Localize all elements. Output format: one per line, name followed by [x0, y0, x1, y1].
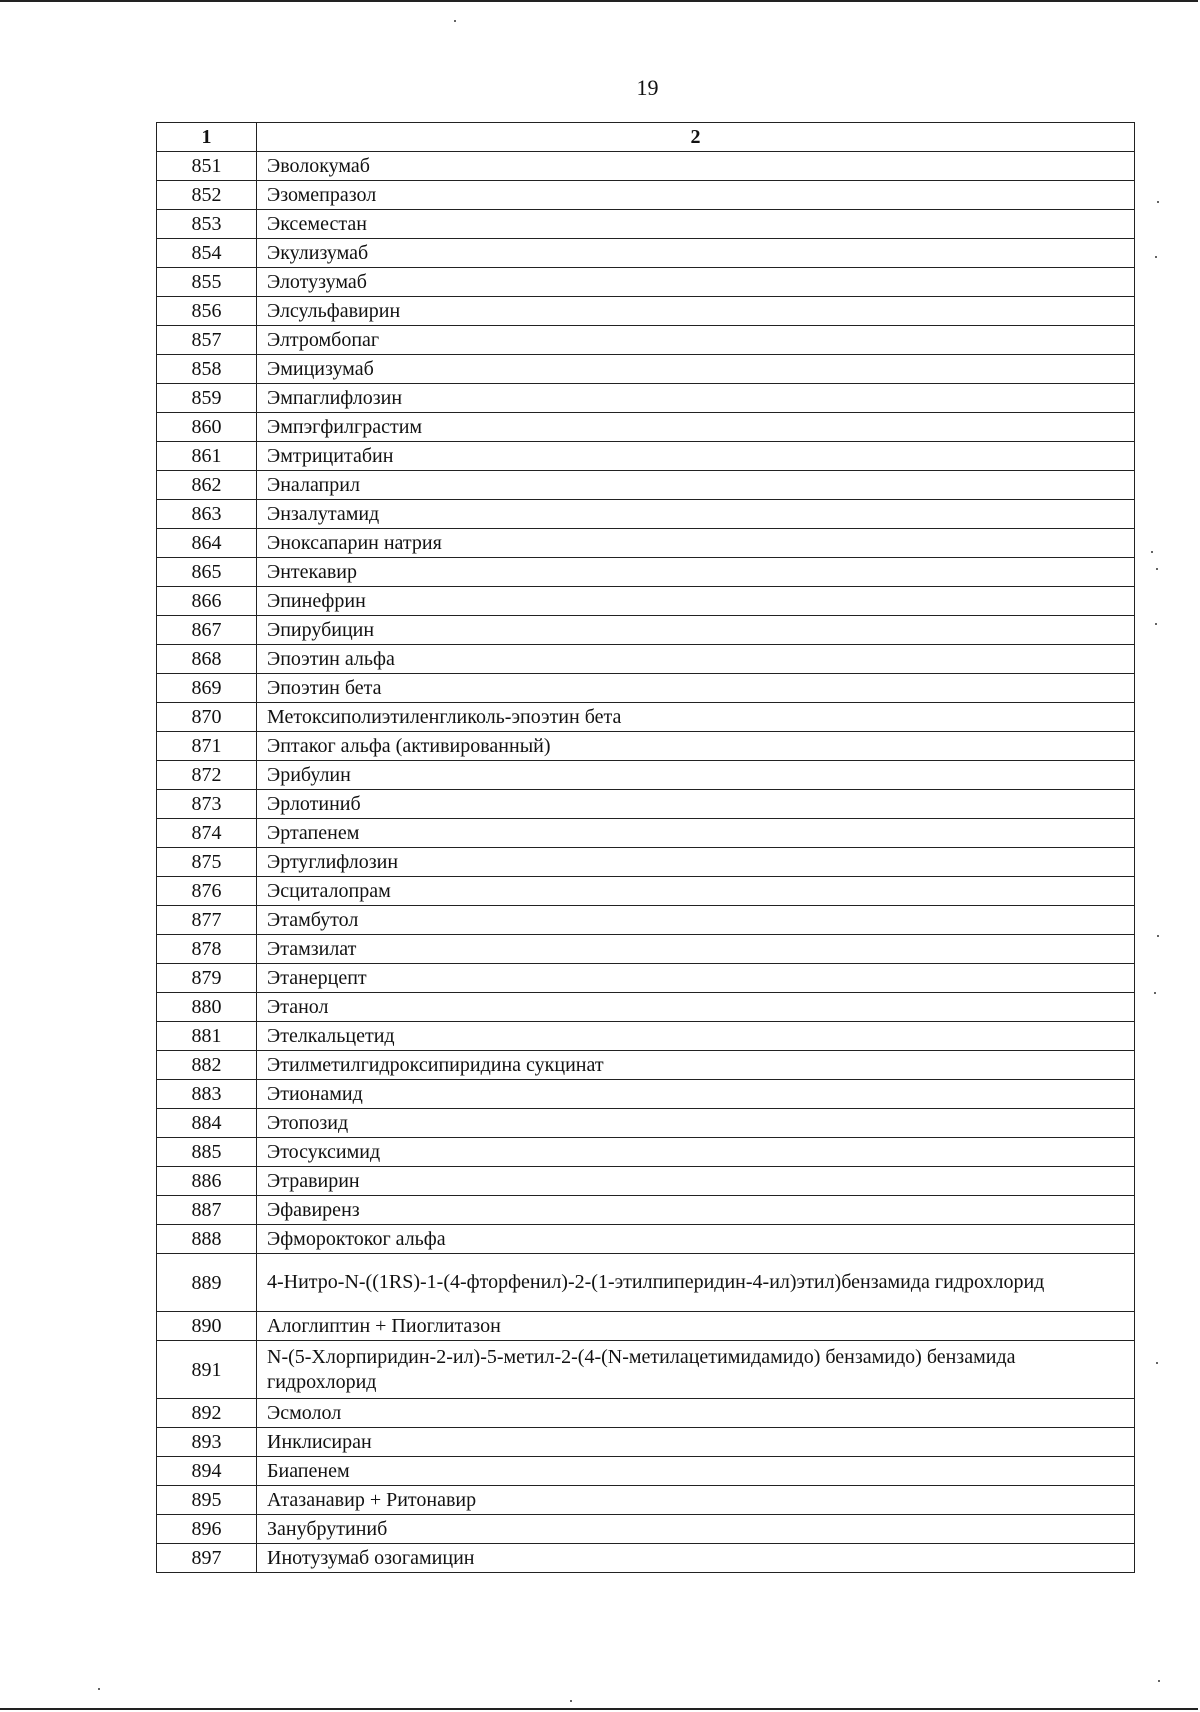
scan-speck	[1155, 623, 1157, 625]
table-row	[157, 152, 1135, 181]
row-number-cell: 856	[157, 297, 257, 326]
drug-list-table-wrapper	[156, 122, 1134, 1573]
table-row	[157, 1022, 1135, 1051]
row-number-cell: 897	[157, 1544, 257, 1573]
table-body	[157, 152, 1135, 1573]
table-row	[157, 993, 1135, 1022]
drug-name-cell: Эпинефрин	[257, 587, 1135, 616]
drug-name-cell: Алоглиптин + Пиоглитазон	[257, 1312, 1135, 1341]
drug-name-cell: Инклисиран	[257, 1428, 1135, 1457]
drug-name-cell: Инотузумаб озогамицин	[257, 1544, 1135, 1573]
row-number-cell: 853	[157, 210, 257, 239]
table-row	[157, 1051, 1135, 1080]
table-header-row	[157, 123, 1135, 152]
table-row	[157, 500, 1135, 529]
table-row	[157, 1341, 1135, 1399]
drug-name-cell: Этанол	[257, 993, 1135, 1022]
table-row	[157, 442, 1135, 471]
drug-name-cell: Эзомепразол	[257, 181, 1135, 210]
scan-speck	[1158, 1680, 1160, 1682]
drug-name-cell: Этопозид	[257, 1109, 1135, 1138]
drug-name-cell: Этравирин	[257, 1167, 1135, 1196]
row-number-cell: 859	[157, 384, 257, 413]
table-row	[157, 1457, 1135, 1486]
row-number-cell: 878	[157, 935, 257, 964]
table-row	[157, 471, 1135, 500]
drug-name-cell: Эрибулин	[257, 761, 1135, 790]
drug-name-cell: Эналаприл	[257, 471, 1135, 500]
drug-name-cell: Занубрутиниб	[257, 1515, 1135, 1544]
table-row	[157, 529, 1135, 558]
scan-speck	[1157, 201, 1159, 203]
row-number-cell: 877	[157, 906, 257, 935]
row-number-cell: 857	[157, 326, 257, 355]
drug-name-cell: Этосуксимид	[257, 1138, 1135, 1167]
drug-name-cell: Этамзилат	[257, 935, 1135, 964]
drug-name-cell: N-(5-Хлорпиридин-2-ил)-5-метил-2-(4-(N-метилацетимидамидо) бензамидо) бензамида гидрохлорид	[257, 1341, 1135, 1399]
drug-name-cell: Эмицизумаб	[257, 355, 1135, 384]
drug-name-cell: Элотузумаб	[257, 268, 1135, 297]
table-row	[157, 1109, 1135, 1138]
row-number-cell: 888	[157, 1225, 257, 1254]
table-row	[157, 268, 1135, 297]
drug-name-cell: Эмтрицитабин	[257, 442, 1135, 471]
page-number: 19	[636, 75, 659, 100]
table-row	[157, 935, 1135, 964]
table-row	[157, 1544, 1135, 1573]
drug-name-cell: Эртуглифлозин	[257, 848, 1135, 877]
row-number-cell: 872	[157, 761, 257, 790]
row-number-cell: 892	[157, 1399, 257, 1428]
row-number-cell: 873	[157, 790, 257, 819]
table-row	[157, 616, 1135, 645]
row-number-cell: 865	[157, 558, 257, 587]
table-row	[157, 413, 1135, 442]
row-number-cell: 862	[157, 471, 257, 500]
row-number-cell: 893	[157, 1428, 257, 1457]
row-number-cell: 895	[157, 1486, 257, 1515]
row-number-cell: 890	[157, 1312, 257, 1341]
scan-speck	[454, 20, 456, 22]
row-number-cell: 855	[157, 268, 257, 297]
table-row	[157, 1428, 1135, 1457]
drug-name-cell: Этамбутол	[257, 906, 1135, 935]
table-row	[157, 239, 1135, 268]
table-row	[157, 587, 1135, 616]
row-number-cell: 882	[157, 1051, 257, 1080]
drug-name-cell: Атазанавир + Ритонавир	[257, 1486, 1135, 1515]
table-row	[157, 355, 1135, 384]
scan-speck	[1154, 992, 1156, 994]
table-row	[157, 1254, 1135, 1312]
row-number-cell: 891	[157, 1341, 257, 1399]
row-number-cell: 887	[157, 1196, 257, 1225]
drug-name-cell: Эфмороктоког альфа	[257, 1225, 1135, 1254]
drug-name-cell: Метоксиполиэтиленгликоль-эпоэтин бета	[257, 703, 1135, 732]
row-number-cell: 863	[157, 500, 257, 529]
drug-name-cell: Элтромбопаг	[257, 326, 1135, 355]
drug-name-cell: Этелкальцетид	[257, 1022, 1135, 1051]
scan-speck	[1156, 568, 1158, 570]
drug-name-cell: Этионамид	[257, 1080, 1135, 1109]
column-header-name: 2	[257, 123, 1135, 152]
row-number-cell: 871	[157, 732, 257, 761]
row-number-cell: 858	[157, 355, 257, 384]
scan-speck	[1156, 1362, 1158, 1364]
table-row	[157, 703, 1135, 732]
row-number-cell: 896	[157, 1515, 257, 1544]
table-row	[157, 790, 1135, 819]
row-number-cell: 861	[157, 442, 257, 471]
row-number-cell: 870	[157, 703, 257, 732]
table-row	[157, 819, 1135, 848]
drug-name-cell: Эртапенем	[257, 819, 1135, 848]
row-number-cell: 854	[157, 239, 257, 268]
table-row	[157, 906, 1135, 935]
table-row	[157, 1312, 1135, 1341]
table-row	[157, 1486, 1135, 1515]
row-number-cell: 860	[157, 413, 257, 442]
drug-name-cell: Биапенем	[257, 1457, 1135, 1486]
scan-speck	[1151, 551, 1153, 553]
table-row	[157, 848, 1135, 877]
table-row	[157, 181, 1135, 210]
drug-name-cell: Элсульфавирин	[257, 297, 1135, 326]
table-row	[157, 674, 1135, 703]
table-row	[157, 558, 1135, 587]
row-number-cell: 883	[157, 1080, 257, 1109]
row-number-cell: 867	[157, 616, 257, 645]
drug-name-cell: Эноксапарин натрия	[257, 529, 1135, 558]
scan-speck	[1155, 256, 1157, 258]
table-row	[157, 645, 1135, 674]
drug-name-cell: Эпоэтин бета	[257, 674, 1135, 703]
row-number-cell: 876	[157, 877, 257, 906]
drug-name-cell: Эфавиренз	[257, 1196, 1135, 1225]
drug-name-cell: Энзалутамид	[257, 500, 1135, 529]
drug-name-cell: Энтекавир	[257, 558, 1135, 587]
drug-name-cell: Эмпэгфилграстим	[257, 413, 1135, 442]
row-number-cell: 851	[157, 152, 257, 181]
scan-speck	[1157, 935, 1159, 937]
column-header-number: 1	[157, 123, 257, 152]
drug-name-cell: Эсмолол	[257, 1399, 1135, 1428]
scan-speck	[570, 1700, 572, 1702]
row-number-cell: 868	[157, 645, 257, 674]
table-row	[157, 1167, 1135, 1196]
row-number-cell: 852	[157, 181, 257, 210]
drug-name-cell: Этанерцепт	[257, 964, 1135, 993]
drug-list-table	[156, 122, 1135, 1573]
table-row	[157, 1138, 1135, 1167]
table-row	[157, 877, 1135, 906]
table-row	[157, 1225, 1135, 1254]
row-number-cell: 885	[157, 1138, 257, 1167]
table-row	[157, 1080, 1135, 1109]
row-number-cell: 880	[157, 993, 257, 1022]
drug-name-cell: Эпирубицин	[257, 616, 1135, 645]
row-number-cell: 881	[157, 1022, 257, 1051]
row-number-cell: 886	[157, 1167, 257, 1196]
table-row	[157, 326, 1135, 355]
scan-speck	[98, 1688, 100, 1690]
drug-name-cell: Эволокумаб	[257, 152, 1135, 181]
drug-name-cell: Эпоэтин альфа	[257, 645, 1135, 674]
row-number-cell: 869	[157, 674, 257, 703]
table-row	[157, 732, 1135, 761]
table-row	[157, 210, 1135, 239]
drug-name-cell: 4-Нитро-N-((1RS)-1-(4-фторфенил)-2-(1-этилпиперидин-4-ил)этил)бензамида гидрохлорид	[257, 1254, 1135, 1312]
row-number-cell: 866	[157, 587, 257, 616]
row-number-cell: 874	[157, 819, 257, 848]
table-row	[157, 297, 1135, 326]
table-row	[157, 1399, 1135, 1428]
drug-name-cell: Эсциталопрам	[257, 877, 1135, 906]
row-number-cell: 889	[157, 1254, 257, 1312]
drug-name-cell: Этилметилгидроксипиридина сукцинат	[257, 1051, 1135, 1080]
table-row	[157, 384, 1135, 413]
drug-name-cell: Эксеместан	[257, 210, 1135, 239]
table-row	[157, 761, 1135, 790]
table-row	[157, 1515, 1135, 1544]
drug-name-cell: Эптаког альфа (активированный)	[257, 732, 1135, 761]
row-number-cell: 864	[157, 529, 257, 558]
table-row	[157, 1196, 1135, 1225]
drug-name-cell: Эрлотиниб	[257, 790, 1135, 819]
table-row	[157, 964, 1135, 993]
drug-name-cell: Экулизумаб	[257, 239, 1135, 268]
drug-name-cell: Эмпаглифлозин	[257, 384, 1135, 413]
row-number-cell: 879	[157, 964, 257, 993]
row-number-cell: 894	[157, 1457, 257, 1486]
row-number-cell: 875	[157, 848, 257, 877]
row-number-cell: 884	[157, 1109, 257, 1138]
